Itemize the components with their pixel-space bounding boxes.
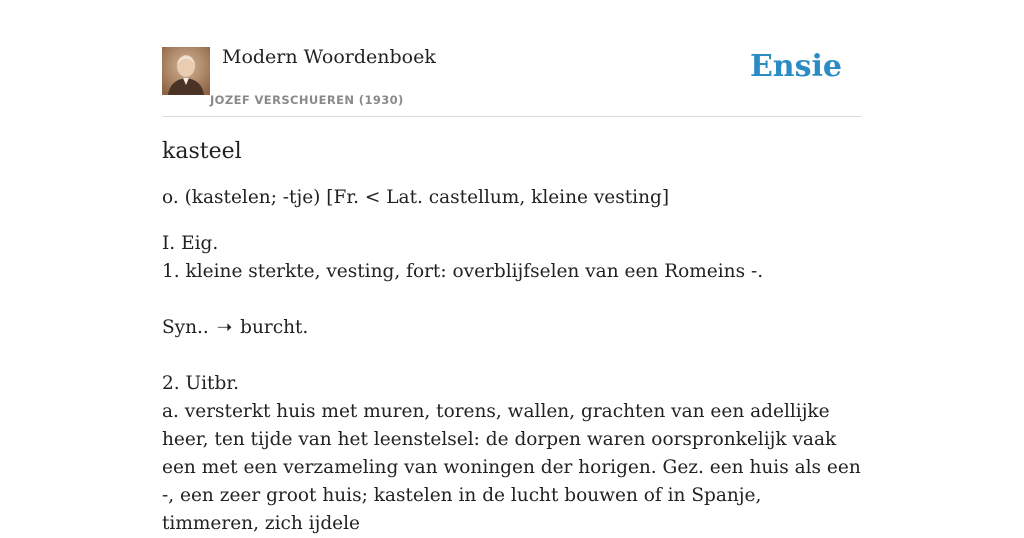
author-portrait-image [162, 47, 210, 95]
sense-I: I. Eig. [162, 233, 219, 254]
synonym-prefix: Syn.. [162, 317, 209, 338]
dictionary-header [162, 46, 862, 117]
arrow-right-icon: ➝ [216, 317, 233, 338]
sense-2: 2. Uitbr. [162, 373, 240, 394]
entry-etymology: o. (kastelen; -tje) [Fr. < Lat. castellum, kleine vesting] [162, 187, 670, 208]
entry-content [162, 138, 862, 538]
author-avatar [162, 47, 210, 95]
sense-2a: a. versterkt huis met muren, torens, wallen, grachten van een adellijke heer, ten tijde van het leenstelsel: de dorpen waren oorspronkelijk vaak een met een verzameling van woningen der horigen. Gez. een huis als een -, een zeer groot huis; kastelen in de lucht bouwen of in Spanje, timmeren, zich ijdele [162, 401, 861, 534]
synonym-line [162, 314, 862, 342]
book-title[interactable]: Modern Woordenboek [222, 46, 436, 68]
book-author[interactable]: JOZEF VERSCHUEREN (1930) [210, 93, 404, 107]
spacer [162, 286, 862, 314]
synonym-link[interactable]: burcht. [240, 317, 309, 338]
entry-headword: kasteel [162, 139, 242, 164]
ensie-logo-link[interactable]: Ensie [749, 49, 842, 84]
spacer [162, 342, 862, 370]
sense-1: 1. kleine sterkte, vesting, fort: overblijfselen van een Romeins -. [162, 261, 764, 282]
